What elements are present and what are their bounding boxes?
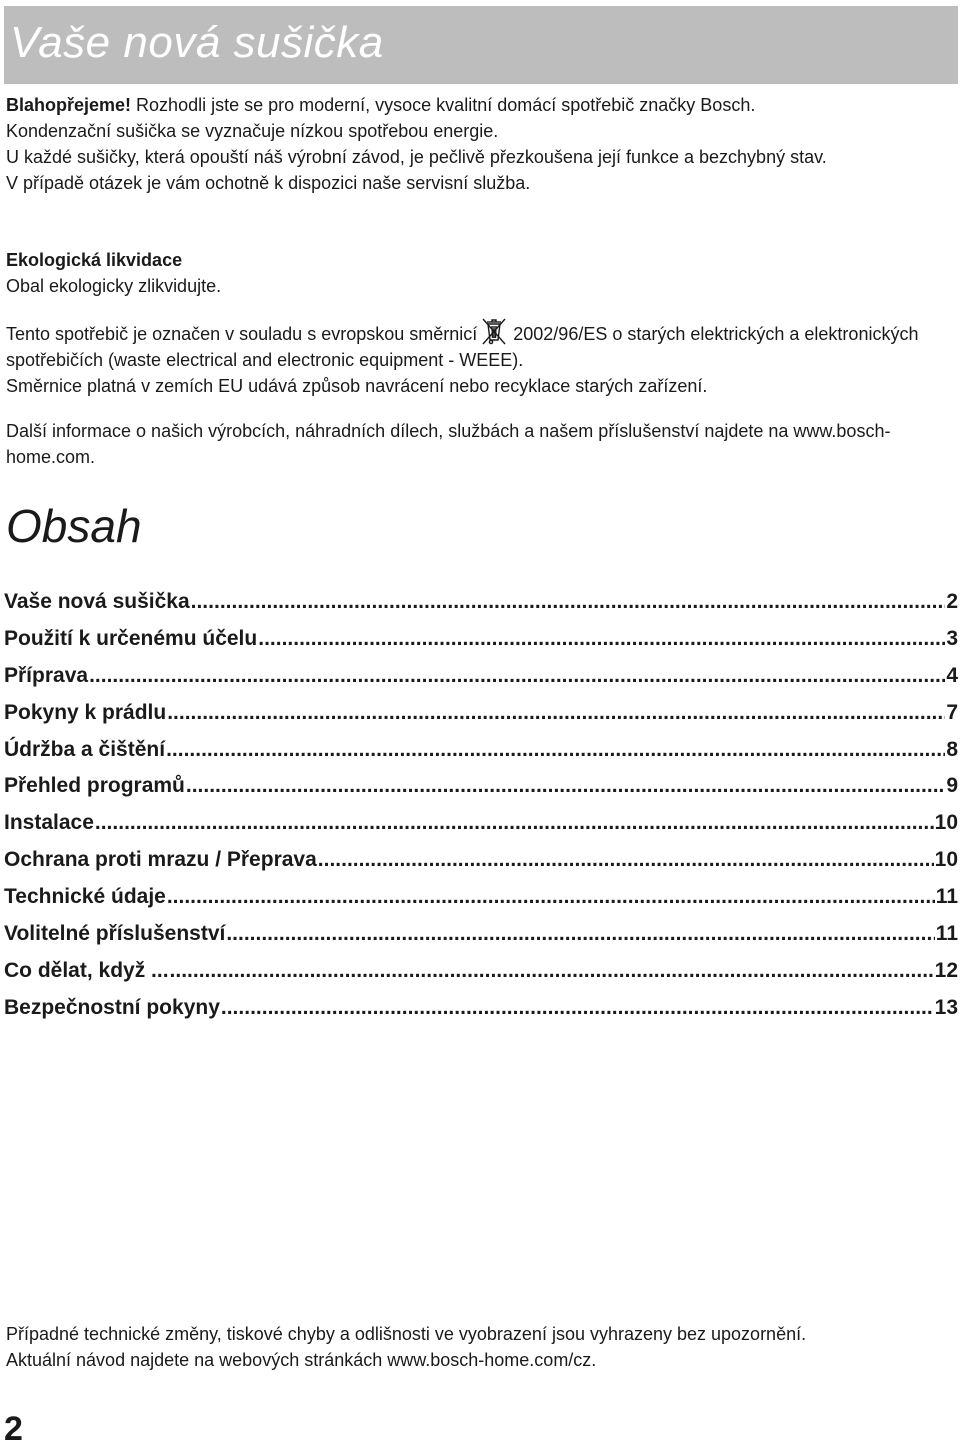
toc-item-label: Ochrana proti mrazu / Přeprava (4, 848, 317, 872)
toc-item-label: Údržba a čištění (4, 737, 166, 761)
page-number: 2 (4, 1410, 23, 1448)
eco-text: Obal ekologicky zlikvidujte. (6, 276, 222, 296)
toc-leader-dots (186, 774, 945, 798)
toc-item-label: Bezpečnostní pokyny (4, 995, 220, 1019)
toc-leader-dots (89, 664, 945, 688)
toc-leader-dots (191, 590, 946, 614)
toc-item-label: Použití k určenému účelu (4, 626, 258, 650)
toc-leader-dots (95, 811, 934, 835)
intro-section (6, 92, 946, 196)
toc-item[interactable] (4, 959, 958, 996)
toc-item-label: Pokyny k prádlu (4, 700, 167, 724)
toc-item[interactable] (4, 996, 958, 1033)
eco-disposal-section (6, 247, 946, 299)
toc-item[interactable] (4, 885, 958, 922)
toc-item[interactable] (4, 627, 958, 664)
toc-item-page: 11 (935, 922, 958, 946)
more-info-section (6, 418, 951, 470)
toc-item-label: Vaše nová sušička (4, 590, 190, 613)
toc-item-page: 13 (934, 995, 958, 1019)
more-info-text: Další informace o našich výrobcích, náhradních dílech, službách a našem příslušenství najdete na www.bosch-home.com. (6, 421, 891, 467)
toc-item-page: 10 (934, 848, 958, 872)
toc-leader-dots (221, 996, 934, 1020)
toc-item-page: 3 (946, 626, 958, 650)
toc-leader-dots (166, 738, 945, 762)
toc-leader-dots (167, 701, 945, 725)
toc-item[interactable] (4, 922, 958, 959)
toc-item[interactable] (4, 664, 958, 701)
toc-item-page: 2 (946, 590, 958, 613)
weee-text-after: 2002/96/ES o starých elektrických a elektronických spotřebičích (waste electrical and electronic equipment - WEEE). (6, 324, 919, 370)
intro-line-4: V případě otázek je vám ochotně k dispozici naše servisní služba. (6, 173, 531, 193)
toc-item-page: 8 (946, 737, 958, 761)
weee-paragraph (6, 316, 951, 373)
footer-line-1: Případné technické změny, tiskové chyby a odlišnosti ve vyobrazení jsou vyhrazeny bez upozornění. (6, 1324, 807, 1344)
crossed-out-wheelie-bin-icon (479, 316, 509, 346)
footer-line-2: Aktuální návod najdete na webových stránkách www.bosch-home.com/cz. (6, 1350, 597, 1370)
toc-leader-dots (170, 959, 934, 983)
toc-item[interactable] (4, 774, 958, 811)
intro-line-2: Kondenzační sušička se vyznačuje nízkou spotřebou energie. (6, 121, 499, 141)
toc-item[interactable] (4, 848, 958, 885)
toc-item-page: 12 (934, 958, 958, 982)
weee-text-before: Tento spotřebič je označen v souladu s evropskou směrnicí (6, 324, 478, 344)
table-of-contents (4, 590, 958, 1033)
toc-item-page: 10 (934, 811, 958, 835)
toc-item-page: 9 (946, 774, 958, 798)
weee-section (6, 316, 951, 399)
footer-note (6, 1321, 951, 1373)
toc-item[interactable] (4, 811, 958, 848)
toc-item-label: Co dělat, když ... (4, 958, 169, 982)
toc-leader-dots (318, 848, 934, 872)
toc-item-label: Technické údaje (4, 885, 166, 909)
toc-item-page: 11 (935, 885, 958, 909)
greeting: Blahopřejeme! (6, 95, 132, 115)
header-bar (4, 6, 958, 84)
intro-line-3: U každé sušičky, která opouští náš výrobní závod, je pečlivě přezkoušena její funkce a bezchybný stav. (6, 147, 827, 167)
toc-leader-dots (226, 922, 934, 946)
eco-heading: Ekologická likvidace (6, 250, 183, 270)
toc-item-label: Volitelné příslušenství (4, 922, 226, 946)
weee-line-2: Směrnice platná v zemích EU udává způsob navrácení nebo recyklace starých zařízení. (6, 376, 708, 396)
toc-item-label: Příprava (4, 663, 89, 687)
toc-item-page: 4 (946, 663, 958, 687)
toc-leader-dots (258, 627, 945, 651)
toc-title: Obsah (6, 500, 142, 552)
toc-leader-dots (167, 885, 935, 909)
page-title: Vaše nová sušička (10, 18, 384, 67)
intro-line-1-text: Rozhodli jste se pro moderní, vysoce kvalitní domácí spotřebič značky Bosch. (131, 95, 756, 115)
toc-item-label: Instalace (4, 811, 94, 835)
toc-item-page: 7 (946, 700, 958, 724)
toc-item[interactable] (4, 738, 958, 775)
toc-item[interactable] (4, 701, 958, 738)
toc-item-label: Přehled programů (4, 774, 185, 798)
intro-line-1 (6, 92, 946, 118)
toc-item[interactable] (4, 590, 958, 627)
